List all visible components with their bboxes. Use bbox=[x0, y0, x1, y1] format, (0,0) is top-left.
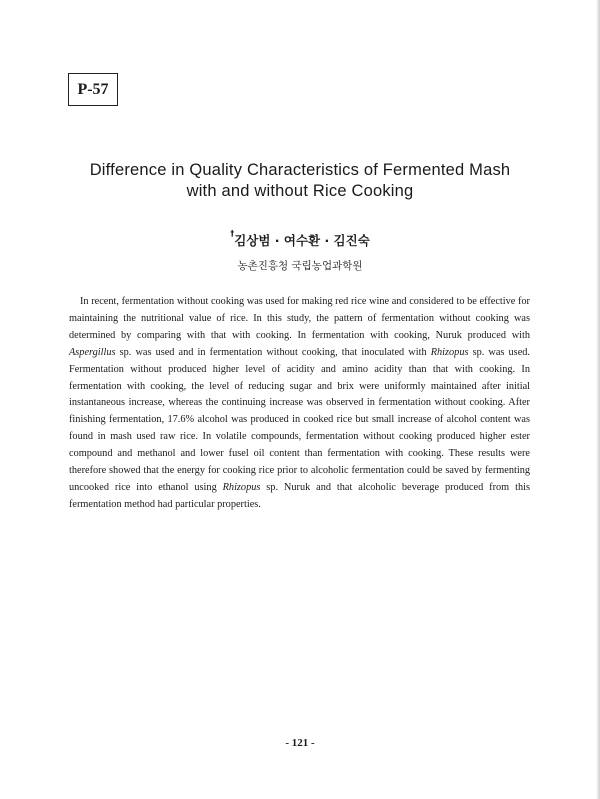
poster-number-badge: P-57 bbox=[68, 73, 118, 106]
title-line-1: Difference in Quality Characteristics of Fermented Mash bbox=[89, 161, 511, 179]
author-list bbox=[0, 231, 600, 249]
page-edge-shadow bbox=[596, 0, 600, 799]
page-number: - 121 - bbox=[285, 737, 315, 749]
species-rhizopus: Rhizopus bbox=[222, 481, 261, 493]
affiliation: 농촌진흥청 국립농업과학원 bbox=[237, 260, 363, 272]
title-line-2: with and without Rice Cooking bbox=[186, 182, 414, 200]
abstract-text-4: sp. Nuruk and that alcoholic beverage produced from this fermentation method had particular properties. bbox=[69, 481, 530, 510]
author-names: 김상범 · 여수환 · 김진숙 bbox=[234, 233, 370, 248]
species-aspergillus: Aspergillus bbox=[69, 346, 116, 358]
abstract-text-1: In recent, fermentation without cooking was used for making red rice wine and considered to be effective for maintaining the nutritional value of rice. In this study, the pattern of fermentation without cooking was determined by comparing with that with cooking. In fermentation with cooking, Nuruk produced with bbox=[69, 296, 530, 341]
species-rhizopus: Rhizopus bbox=[430, 346, 469, 358]
abstract-text-3: sp. was used. Fermentation without produced higher level of acidity and amino acidity than that with cooking. In fermentation with cooking, the level of reducing sugar and brix were uniformly maintained after initial instantaneous increase, whereas the continuing increase was observed in fermentation without cooking. After finishing fermentation, 17.6% alcohol was produced in cooked rice but small increase of alcohol content was found in mash used raw rice. In volatile compounds, fermentation without cooking produced higher ester compound and methanol and lower fusel oil content than fermentation with cooking. These results were therefore showed that the energy for cooking rice prior to alcoholic fermentation could be saved by fermenting uncooked rice into ethanol using bbox=[69, 346, 530, 493]
abstract-text-2: sp. was used and in fermentation without cooking, that inoculated with bbox=[115, 346, 431, 358]
corresponding-author-mark: † bbox=[230, 229, 235, 238]
abstract-paragraph bbox=[69, 294, 530, 514]
paper-title bbox=[0, 160, 600, 202]
